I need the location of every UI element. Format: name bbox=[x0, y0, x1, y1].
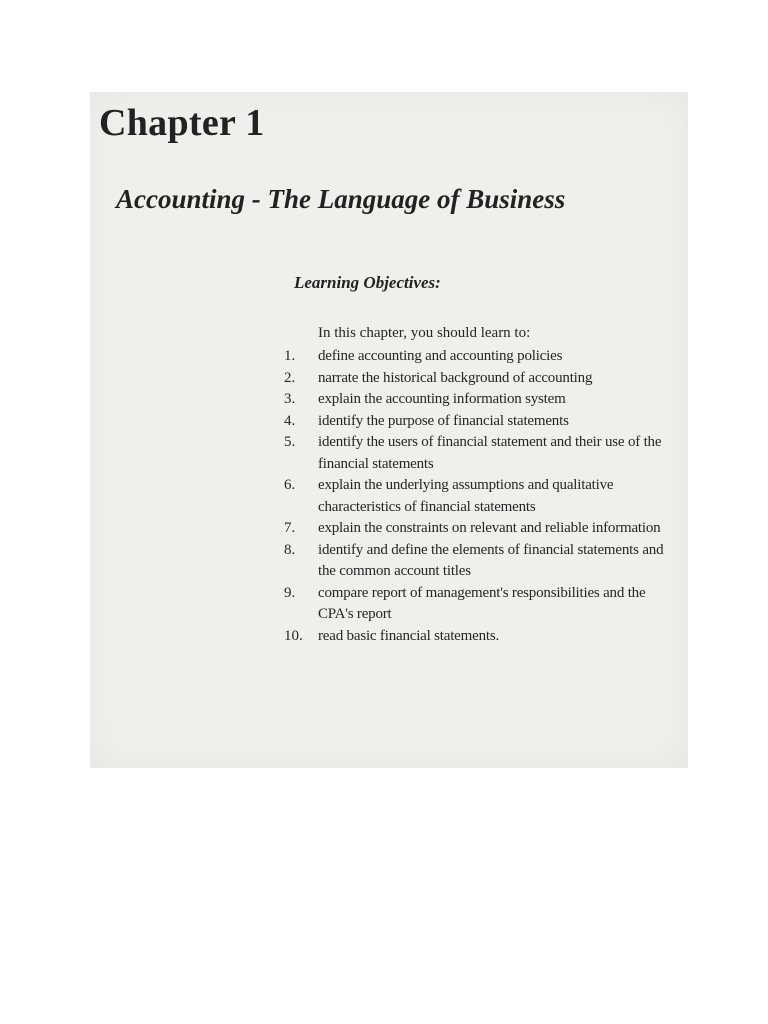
item-number: 7. bbox=[284, 520, 296, 536]
list-item bbox=[284, 583, 674, 626]
item-number: 5. bbox=[284, 434, 296, 450]
chapter-subtitle: Accounting - The Language of Business bbox=[116, 184, 566, 214]
list-item bbox=[284, 626, 674, 648]
list-item bbox=[284, 411, 674, 433]
item-number: 3. bbox=[284, 391, 296, 407]
learning-objectives-heading: Learning Objectives: bbox=[294, 273, 441, 292]
item-text: identify and define the elements of financial statements and the common account titles bbox=[318, 541, 664, 579]
item-number: 6. bbox=[284, 477, 296, 493]
item-text: define accounting and accounting policies bbox=[318, 348, 563, 364]
chapter-title: Chapter 1 bbox=[99, 102, 265, 144]
item-text: read basic financial statements. bbox=[318, 627, 500, 644]
objectives-list bbox=[284, 346, 674, 647]
list-item bbox=[284, 540, 674, 583]
list-item bbox=[284, 389, 674, 411]
item-text: explain the underlying assumptions and qualitative characteristics of financial statements bbox=[318, 477, 614, 515]
list-item bbox=[284, 518, 674, 540]
item-text: identify the purpose of financial statements bbox=[318, 412, 569, 429]
scanned-page bbox=[90, 92, 688, 768]
list-item bbox=[284, 475, 674, 518]
list-item bbox=[284, 432, 674, 475]
item-text: explain the constraints on relevant and reliable information bbox=[318, 520, 661, 536]
item-number: 10. bbox=[284, 627, 303, 644]
item-text: narrate the historical background of accounting bbox=[318, 369, 593, 386]
item-text: explain the accounting information system bbox=[318, 391, 566, 407]
objectives-intro: In this chapter, you should learn to: bbox=[318, 325, 531, 341]
item-number: 2. bbox=[284, 369, 296, 386]
item-number: 8. bbox=[284, 541, 296, 558]
item-text: compare report of management's responsibilities and the CPA's report bbox=[318, 584, 646, 622]
list-item bbox=[284, 346, 674, 368]
item-number: 4. bbox=[284, 412, 296, 429]
item-number: 1. bbox=[284, 348, 296, 364]
item-number: 9. bbox=[284, 584, 296, 601]
list-item bbox=[284, 368, 674, 390]
item-text: identify the users of financial statement and their use of the financial statements bbox=[318, 434, 662, 472]
